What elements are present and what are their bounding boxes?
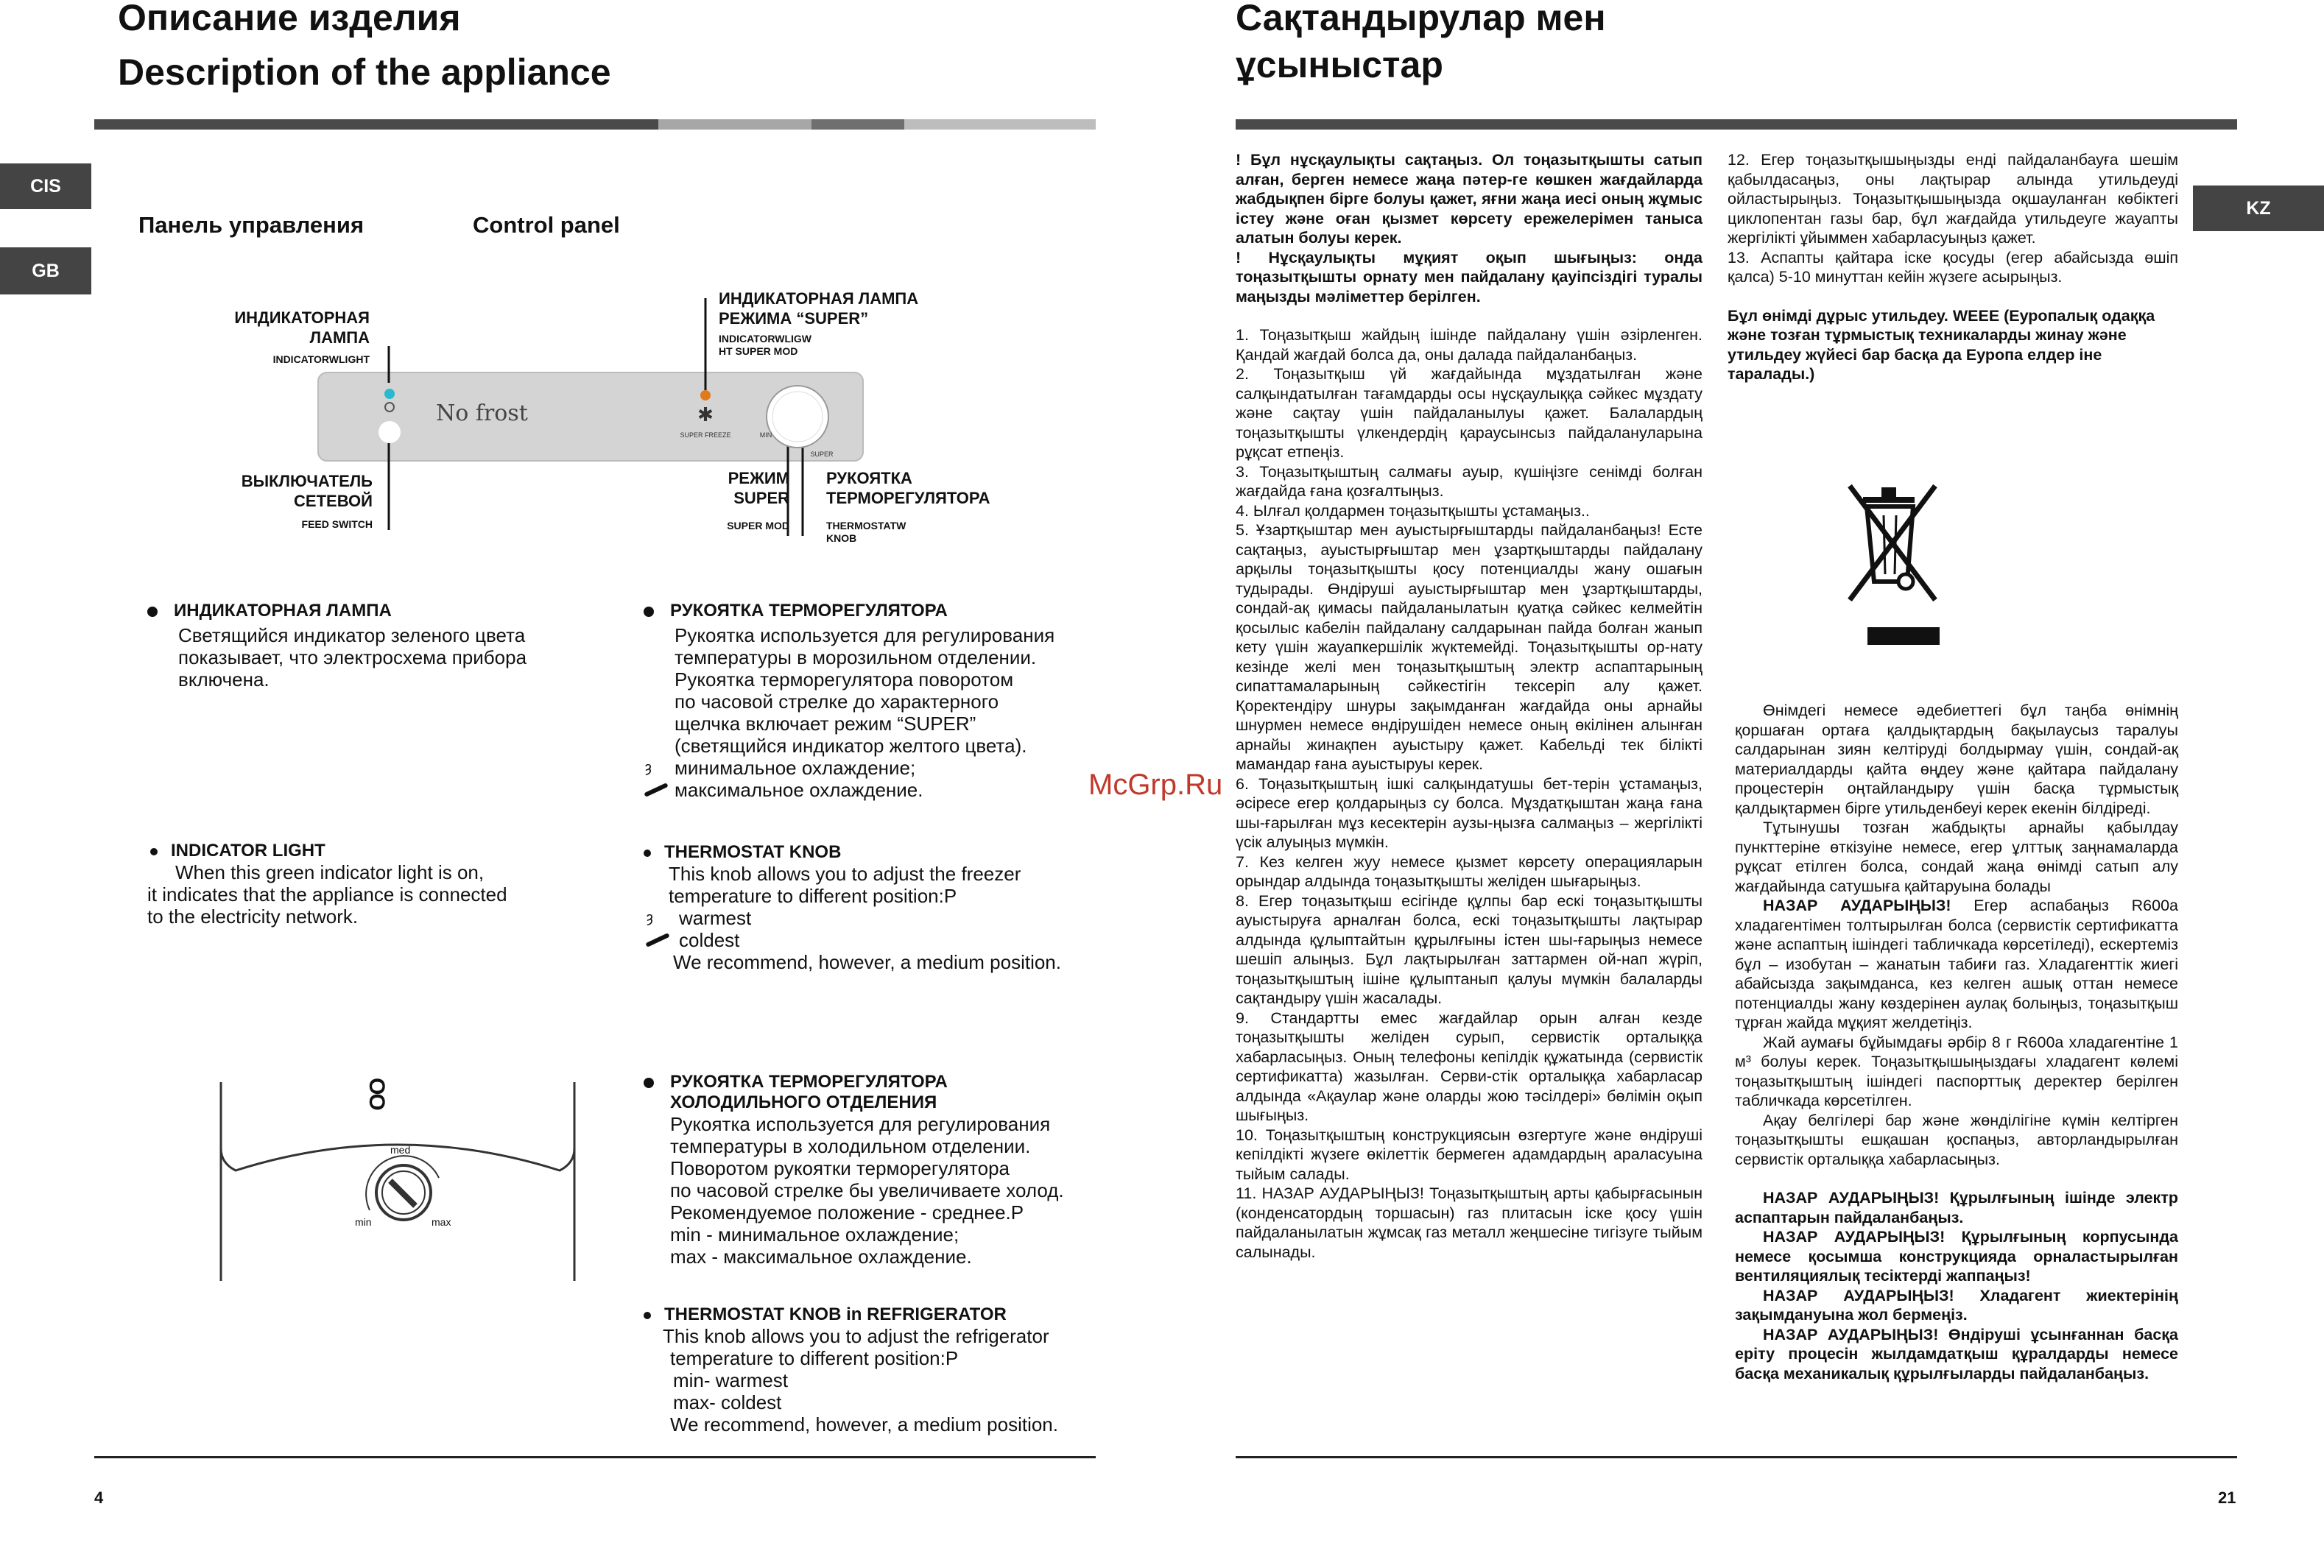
fridge-oo-label: OO xyxy=(365,1078,389,1109)
panel-super-text: SUPER xyxy=(810,451,834,458)
weee-heading: Бұл өнімді дұрыс утильдеу. WEEE (Еуропалық одаққа және тозған тұрмыстық техникаларды жинау және утильдеу жүйесі бар басқа да Еуропа елдер іне таралады.) xyxy=(1728,306,2155,383)
fridge-thermostat-section-ru: РУКОЯТКА ТЕРМОРЕГУЛЯТОРА ХОЛОДИЛЬНОГО ОТДЕЛЕНИЯ Рукоятка используется для регулирования температуры в холодильном отделении. Поворотом рукоятки терморегулятора по часовой стрелке бы увеличиваете холод. Рекомендуемое положение - среднее.P min - минимальное охлаждение; max - максимальное охлаждение. xyxy=(644,1072,1064,1268)
footer-rule-right xyxy=(1236,1456,2237,1458)
super-freeze-text: SUPER FREEZE xyxy=(680,431,731,439)
super-mode-en: SUPER MOD xyxy=(727,520,789,532)
super-mode-label: РЕЖИМ SUPER xyxy=(728,469,789,507)
kz-column-2: 12. Егер тоңазытқышыңызды енді пайдаланбауға шешім қабылдасаңыз, оны лақтырар алында утильдеуді ойластырыңыз. Тоңазытқышыңызда оқшауланған көбіктегі циклопентан газы бар, бұл жағдайда утильдеуге жауапты жергілікті ұйыммен хабарласуыңыз қажет. 13. Аспапты қайтара іске қосуды (егер абайсызда өшіп қалса) 5-10 минуттан кейін жүзеге асырыңыз. Бұл өнімді дұрыс утильдеу. WEEE (Еуропалық одаққа және тозған тұрмыстық техникаларды жинау және утильдеу жүйесі бар басқа да Еуропа елдер іне таралады.) xyxy=(1728,151,2178,383)
title-ru: Описание изделия xyxy=(118,0,461,38)
min-symbol-icon: ȝ xyxy=(645,760,652,776)
page-number-left: 4 xyxy=(94,1488,104,1507)
control-panel-en: Control panel xyxy=(473,212,620,238)
no-frost-logo: No frost xyxy=(436,400,528,426)
page-number-right: 21 xyxy=(2218,1488,2236,1507)
watermark: McGrp.Ru xyxy=(1088,769,1223,801)
bullet-icon xyxy=(644,1312,651,1319)
indicator-lamp-en: INDICATORWLIGHT xyxy=(272,353,370,365)
kz-column-1: ! Бұл нұсқаулықты сақтаңыз. Ол тоңазытқышты сатып алған, берген немесе жаңа пәтер-ге көшкен жағдайларда жабдықпен бірге болуы қажет, яғни жаңа иесі оның жұмыс істеу және оған қызмет көрсету ережелерімен таныса алатын болуы керек. ! Нұсқаулықты мұқият оқып шығыңыз: онда тоңазытқышты орнату мен пайдалану қауіпсіздігі туралы маңызды мәліметтер берілген. 1. Тоңазытқыш жайдың ішінде пайдалану үшін әзірленген. Қандай жағдай болса да, оны далада пайдаланбаңыз. 2. Тоңазытқыш үй жағдайында мұздатылған және салқындатылған тағамдарды осы нұсқаулыққа сәйкес мұздату және сақтау үшін пайдаланылуы қажет. Балалардың тоңазытқышты үлкендердің қараусынсыз пайдалануларына рұқсат етпеңіз. 3. Тоңазытқыштың салмағы ауыр, күшіңізге сенімді болған жағдайда ғана қозғалтыңыз. 4. Ылғал қолдармен тоңазытқышты ұстамаңыз.. 5. Ұзартқыштар мен ауыстырғыштарды пайдаланбаңыз! Есте сақтаңыз, ауыстырғыштар мен ұзартқыштарды пайдалану арқылы тоңазытқышты қосу потенциалды жану ошағын тудырады. Өндіруші ауыстырғыштар мен ұзартқыштарды, сондай-ақ қимасы пайдаланылатын қуатқа сәйкес келмейтін қосылыс кабелін пайдалану салдарынан пайда болған жанып кету үшін жауапкершілік жүктемейді. Тоңазытқышты ор-нату кезінде желі мен тоңазытқыштың электр аспаптарының сипаттамаларының сәйкестігін тексеріп алу қажет. Қоректендіру шнуры зақымданған жағдайда оны арнайы шнурмен немесе өндірушіден немесе оның өкілінен алынған арнайы жинақпен ауыстыру қажет. Кабельді тек білікті мамандар ғана ауыстыруы керек. 6. Тоңазытқыштың ішкі салқындатушы бет-терін ұстамаңыз, әсіресе егер қолдарыңыз су болса. Мұздатқыштан жаңа ғана шы-ғарылған мұз кесектерін аузы-ңызға салмаңыз – жергілікті үсік алуыңыз мүмкін. 7. Кез келген жуу немесе қызмет көрсету операцияларын орындар алдында тоңазытқышты желіден шығарыңыз. 8. Егер тоңазытқыш есігінде құлпы бар ескі тоңазытқышты ауыстыруға арналған болса, ескі тоңазытқышты лақтырар алдында құлыптайтын құрылғыны істен шы-ғарыңыз немесе шешіп алыңыз. Бұл лақтырылған заттармен ой-нап жүріп, тоңазытқыштың ішіне құлыптанып қалуы мүмкін балаларды сақтандыру үшін жасалады. 9. Стандартты емес жағдайлар орын алған кезде тоңазытқышты желіден сурып, сервистік орталыққа хабарласыңыз. Оның телефоны кепілдік құжатында (сервистік сертификатта) жазылған. Серви-стік орталыққа хабарласар алдында «Ақаулар және оларды жою тәсілдері» бөлімін оқып шығыңыз. 10. Тоңазытқыштың конструкциясын өзгертуге және өндіруші кепілдікті жүзеге өкілеттік бермеген адамдардың араласуына тыйым салады. 11. НАЗАР АУДАРЫҢЫЗ! Тоңазытқыштың арты қабырғасынын (конденсатордың торшасын) газ плитасын іске қосу үшін пайдаланылатын жұмсақ газ металл жеңшесіне тигізуге тыйым салынады. xyxy=(1236,151,1702,1261)
title-kz-2: ұсыныстар xyxy=(1236,44,1443,85)
tab-gb[interactable]: GB xyxy=(0,247,91,294)
switch-en: FEED SWITCH xyxy=(301,518,373,530)
header-bar-right xyxy=(1236,119,2237,130)
indicator-lamp-section-ru: ИНДИКАТОРНАЯ ЛАМПА Светящийся индикатор зеленого цвета показывает, что электросхема прибора включена. xyxy=(147,601,527,691)
fridge-thermostat-section-en: THERMOSTAT KNOB in REFRIGERATOR This knob allows you to adjust the refrigerator temperature to different position:P min- warmest max- coldest We recommend, however, a medium position. xyxy=(644,1304,1058,1435)
super-lamp-en: INDICATORWLIGW HT SUPER MOD xyxy=(719,333,811,357)
fridge-min-label: min xyxy=(355,1216,372,1228)
svg-text:✱: ✱ xyxy=(697,403,714,425)
control-panel-ru: Панель управления xyxy=(138,212,365,238)
indicator-lamp-section-en: INDICATOR LIGHT When this green indicator light is on, it indicates that the appliance is connected to the electricity network. xyxy=(147,841,507,928)
knob-label: РУКОЯТКА ТЕРМОРЕГУЛЯТОРА xyxy=(826,469,990,507)
thermostat-section-ru: РУКОЯТКА ТЕРМОРЕГУЛЯТОРА Рукоятка используется для регулирования температуры в морозильном отделении. Рукоятка терморегулятора поворотом по часовой стрелке до характерного щелчка включает режим “SUPER” (светящийся индикатор желтого цвета). ȝ минимальное охлаждение; максимальное охлаждение. xyxy=(645,601,1055,801)
tab-cis[interactable]: CIS xyxy=(0,163,91,209)
min-symbol-icon: ȝ xyxy=(647,910,653,926)
fridge-med-label: med xyxy=(390,1144,411,1156)
footer-rule-left xyxy=(94,1456,1096,1458)
title-kz-1: Сақтандырулар мен xyxy=(1236,0,1606,38)
switch-label: ВЫКЛЮЧАТЕЛЬ СЕТЕВОЙ xyxy=(241,472,373,510)
fridge-max-label: max xyxy=(432,1216,451,1228)
super-lamp-label: ИНДИКАТОРНАЯ ЛАМПА РЕЖИМА “SUPER” xyxy=(719,289,919,328)
thermostat-section-en: THERMOSTAT KNOB This knob allows you to adjust the freezer temperature to different position:P ȝ warmest coldest We recommend, however, a medium position. xyxy=(644,842,1061,973)
weee-crossed-bin-icon xyxy=(1841,471,1959,648)
bullet-icon xyxy=(644,1078,654,1088)
indicator-lamp-label: ИНДИКАТОРНАЯ ЛАМПА xyxy=(234,308,370,347)
title-en: Description of the appliance xyxy=(118,52,611,93)
panel-min-text: MIN xyxy=(759,431,772,439)
kz-column-2-lower: Өнімдегі немесе әдебиеттегі бұл таңба өнімнің қоршаған ортаға қалдықтардың бақылаусыз таралуы салдарынан зиян келтіруді болдырмау үшін, сондай-ақ материалдарды қайта өңдеу және қайтара пайдалану процестерін оңтайландыру үшін басқа тұрмыстық қалдықтармен бірге утильденбеуі керек екенін білдіреді. Тұтынушы тозған жабдықты арнайы қабылдау пункттеріне өткізуіне немесе, егер ұлттық заңнамаларда рұқсат етілген болса, сондай жаңа өнімді сатып алу жағдайында сатушыға қайтаруына болады НАЗАР АУДАРЫҢЫЗ! Егер аспабаңыз R600a хладагентімен толтырылған болса (сервистік сертификатта және аспаптың ішіндегі табличкада көрсетіледі), ескертеміз бұл – изобутан – жанатын табиғи газ. Хладагенттік жиегі абайсызда зақымданса, кез келген ашық оттан немесе потенциалды жану көздерінен аулақ болыңыз, тоңазытқыш тұрған жайда мұқият желдетіңіз. Жай аумағы бұйымдағы әрбір 8 г R600a хладагентіне 1 м³ болуы керек. Тоңазытқышыңыздағы хладагент көлемі тоңазытқыштың ішіндегі паспорттық деректер берілген табличкада көрсетілген. Ақау белгілері бар және жөнділігіне күмін келтірген тоңазытқышты ешқашан қоспаңыз, авторландырылған сервистік орталыққа хабарласыңыз. НАЗАР АУДАРЫҢЫЗ! Құрылғының ішінде электр аспаптарын пайдаланбаңыз. НАЗАР АУДАРЫҢЫЗ! Құрылғының корпусында немесе қосымша конструкцияда орналастырылған вентиляциялық тесіктерді жаппаңыз! НАЗАР АУДАРЫҢЫЗ! Хладагент жиектерінің зақымдануына жол бермеңіз. НАЗАР АУДАРЫҢЫЗ! Өндіруші ұсынғаннан басқа еріту процесін жылдамдатқыш құралдарды немесе басқа механикалық құрылғыларды пайдаланбаңыз. xyxy=(1735,702,2178,1382)
knob-en: THERMOSTATW KNOB xyxy=(826,520,906,544)
tab-kz[interactable]: KZ xyxy=(2193,186,2324,231)
